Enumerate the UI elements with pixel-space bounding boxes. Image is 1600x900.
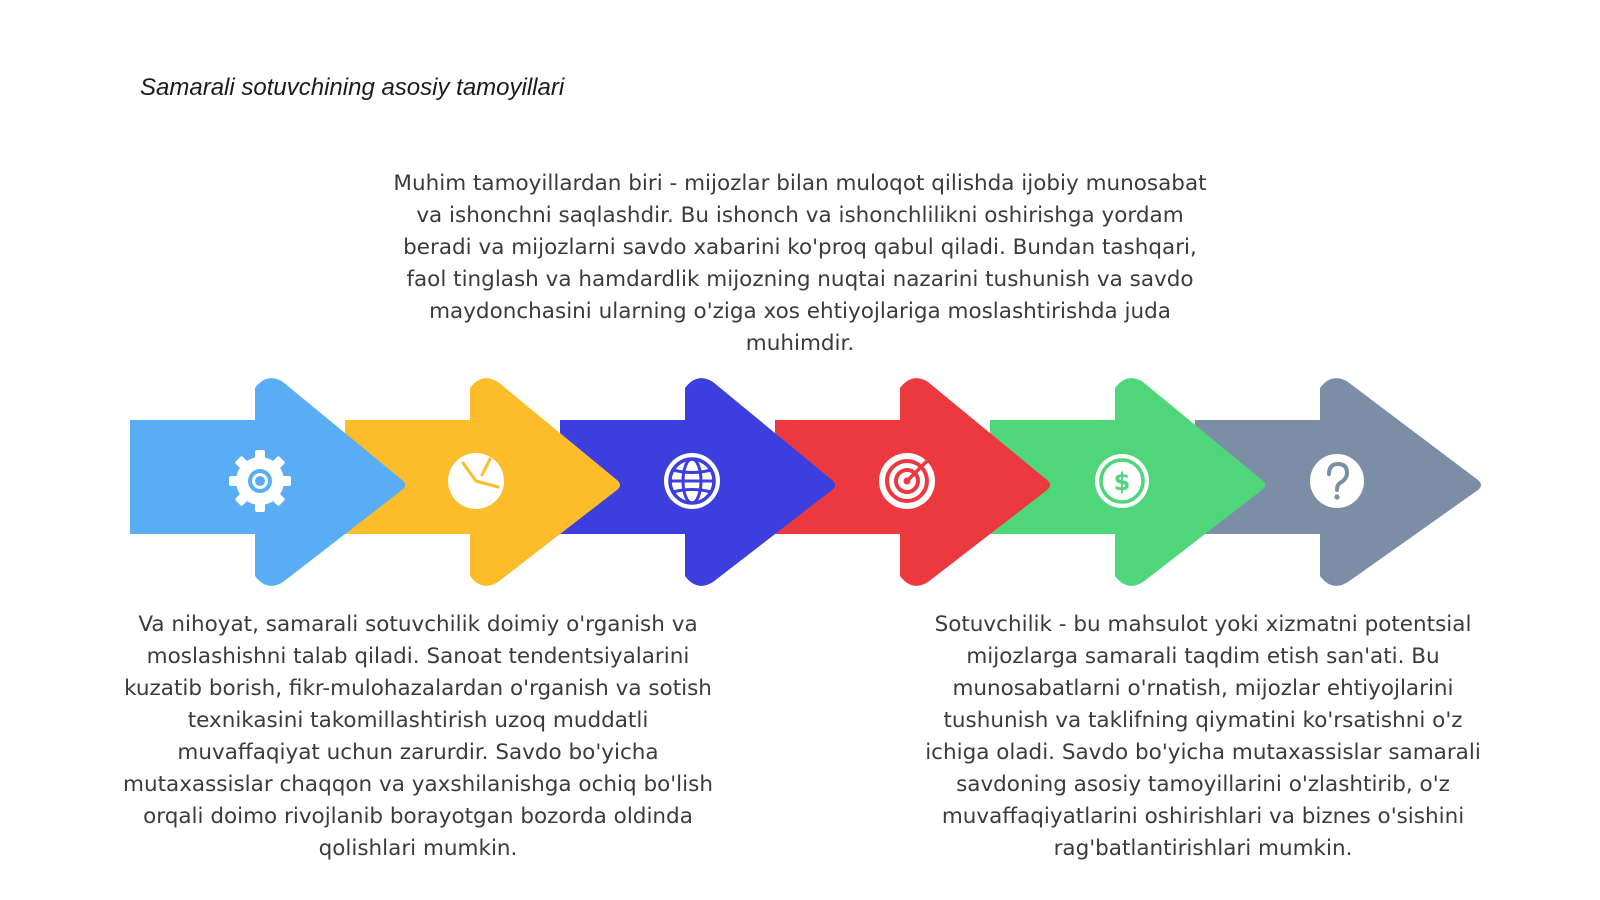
bottom-left-description: Va nihoyat, samarali sotuvchilik doimiy o'rganish va moslashishni talab qiladi. Sanoat tendentsiyalarini kuzatib borish, fikr-mulohazalardan o'rganish va sotish texnikasini takomillashtirish uzoq muddatli muvaffaqiyat uchun zarurdir. Savdo bo'yicha mutaxassislar chaqqon va yaxshilanishga ochiq bo'lish orqali doimo rivojlanib borayotgan bozorda oldinda qolishlari mumkin. (123, 612, 713, 861)
top-description: Muhim tamoyillardan biri - mijozlar bilan muloqot qilishda ijobiy munosabat va ishonchni saqlashdir. Bu ishonch va ishonchlilikni oshirishga yordam beradi va mijozlarni savdo xabarini ko'proq qabul qiladi. Bundan tashqari, faol tinglash va hamdardlik mijozning nuqtai nazarini tushunish va savdo maydonchasini ularning o'ziga xos ehtiyojlariga moslashtirishda juda muhimdir. (393, 171, 1207, 356)
bottom-right-description: Sotuvchilik - bu mahsulot yoki xizmatni potentsial mijozlarga samarali taqdim etish san'ati. Bu munosabatlarni o'rnatish, mijozlar ehtiyojlarini tushunish va taklifning qiymatini ko'rsatishni o'z ichiga oladi. Savdo bo'yicha mutaxassislar samarali savdoning asosiy tamoyillarini o'zlashtirib, o'z muvaffaqiyatlarini oshirishlari va biznes o'sishini rag'batlantirishlari mumkin. (925, 612, 1481, 861)
arrow-step-1 (130, 378, 405, 586)
gear-icon (229, 450, 291, 512)
dollar-coin-icon (1095, 454, 1149, 508)
page-title: Samarali sotuvchining asosiy tamoyillari (140, 74, 565, 101)
pie-chart-icon (448, 453, 504, 509)
target-icon (879, 453, 935, 509)
svg-text:$: $ (1113, 468, 1131, 496)
question-icon (1310, 454, 1364, 508)
globe-icon (664, 453, 720, 509)
